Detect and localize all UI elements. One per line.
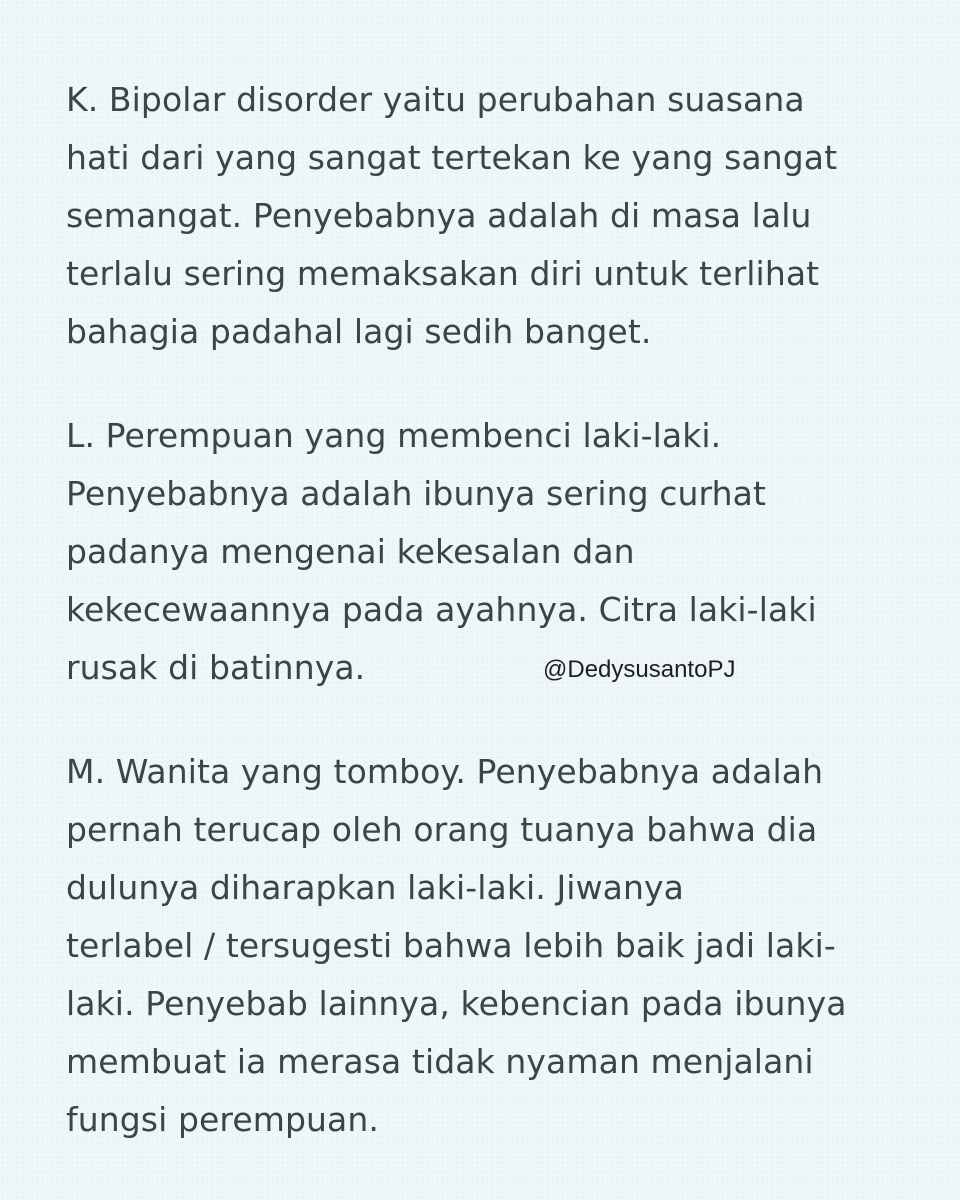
paragraph-m [66, 743, 926, 1149]
paragraph-line: fungsi perempuan. [66, 1100, 379, 1139]
paragraph-line: semangat. Penyebabnya adalah di masa lalu [66, 196, 812, 235]
paragraph-line: terlalu sering memaksakan diri untuk terlihat [66, 254, 820, 293]
paragraph-line: kekecewaannya pada ayahnya. Citra laki-laki [66, 590, 817, 629]
paragraph-line: rusak di batinnya. [66, 648, 366, 687]
paragraph-line: hati dari yang sangat tertekan ke yang sangat [66, 138, 838, 177]
paragraph-line: laki. Penyebab lainnya, kebencian pada ibunya [66, 984, 847, 1023]
paragraph-line: bahagia padahal lagi sedih banget. [66, 312, 652, 351]
paragraph-line: membuat ia merasa tidak nyaman menjalani [66, 1042, 814, 1081]
paragraph-line: padanya mengenai kekesalan dan [66, 532, 635, 571]
paragraph-k [66, 71, 926, 361]
paragraph-line: terlabel / tersugesti bahwa lebih baik jadi laki- [66, 926, 836, 965]
paragraph-line: dulunya diharapkan laki-laki. Jiwanya [66, 868, 684, 907]
paragraph-line: L. Perempuan yang membenci laki-laki. [66, 416, 722, 455]
paragraph-l [66, 407, 926, 697]
paragraph-line: K. Bipolar disorder yaitu perubahan suasana [66, 80, 805, 119]
paragraph-line: Penyebabnya adalah ibunya sering curhat [66, 474, 767, 513]
paragraph-line: M. Wanita yang tomboy. Penyebabnya adalah [66, 752, 824, 791]
paragraph-line: pernah terucap oleh orang tuanya bahwa dia [66, 810, 818, 849]
author-watermark: @DedysusantoPJ [543, 656, 736, 683]
